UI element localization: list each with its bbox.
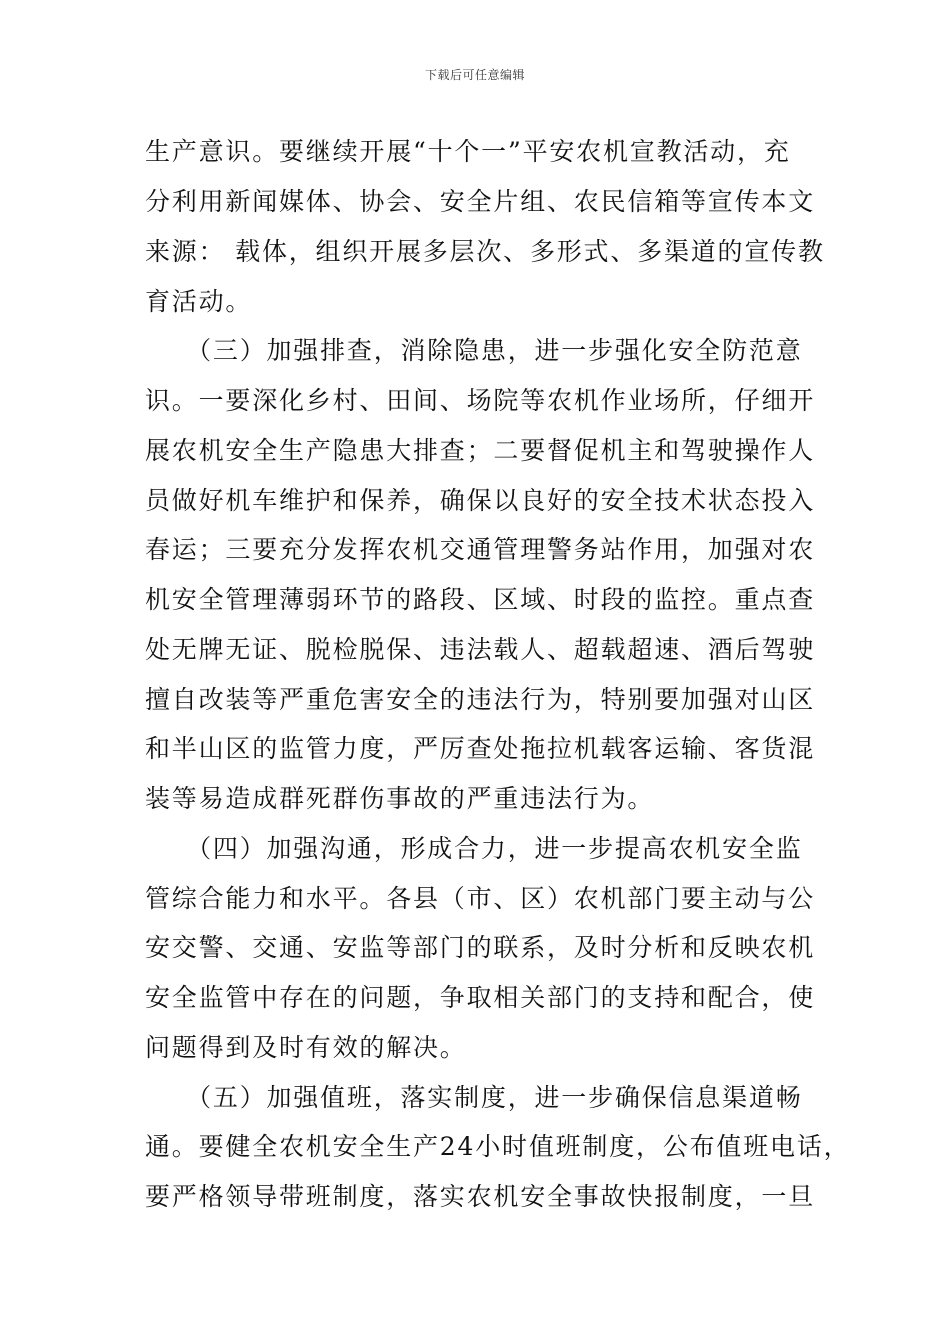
text-line: 来源： 载体，组织开展多层次、多形式、多渠道的宣传教 [145,237,825,266]
text-line: 春运；三要充分发挥农机交通管理警务站作用，加强对农 [145,535,816,564]
text-line: 育活动。 [145,287,253,316]
text-line: （五）加强值班，落实制度，进一步确保信息渠道畅 [145,1083,803,1112]
text-line: 管综合能力和水平。各县（市、区）农机部门要主动与公 [145,884,816,913]
text-line: 分利用新闻媒体、协会、安全片组、农民信箱等宣传本文 [145,187,816,216]
text-line: 要严格领导带班制度，落实农机安全事故快报制度，一旦 [145,1182,816,1211]
text-line: 展农机安全生产隐患大排查；二要督促机主和驾驶操作人 [145,436,816,465]
text-line: 机安全管理薄弱环节的路段、区域、时段的监控。重点查 [145,585,816,614]
text-line: 通。要健全农机安全生产24小时值班制度，公布值班电话， [145,1132,851,1161]
page-header: 下载后可任意编辑 [424,68,525,82]
text-line: 安交警、交通、安监等部门的联系，及时分析和反映农机 [145,933,816,962]
text-line: 和半山区的监管力度，严厉查处拖拉机载客运输、客货混 [145,734,816,763]
text-line: 擅自改装等严重危害安全的违法行为，特别要加强对山区 [145,685,816,714]
text-line: （四）加强沟通，形成合力，进一步提高农机安全监 [145,834,803,863]
text-line: 识。一要深化乡村、田间、场院等农机作业场所，仔细开 [145,386,816,415]
text-line: （三）加强排查，消除隐患，进一步强化安全防范意 [145,336,803,365]
text-line: 问题得到及时有效的解决。 [145,1033,467,1062]
text-line: 生产意识。要继续开展“十个一”平安农机宣教活动，充 [145,137,791,166]
text-line: 员做好机车维护和保养，确保以良好的安全技术状态投入 [145,486,816,515]
text-line: 安全监管中存在的问题，争取相关部门的支持和配合，使 [145,983,816,1012]
text-line: 装等易造成群死群伤事故的严重违法行为。 [145,784,655,813]
text-line: 处无牌无证、脱检脱保、违法载人、超载超速、酒后驾驶 [145,635,816,664]
